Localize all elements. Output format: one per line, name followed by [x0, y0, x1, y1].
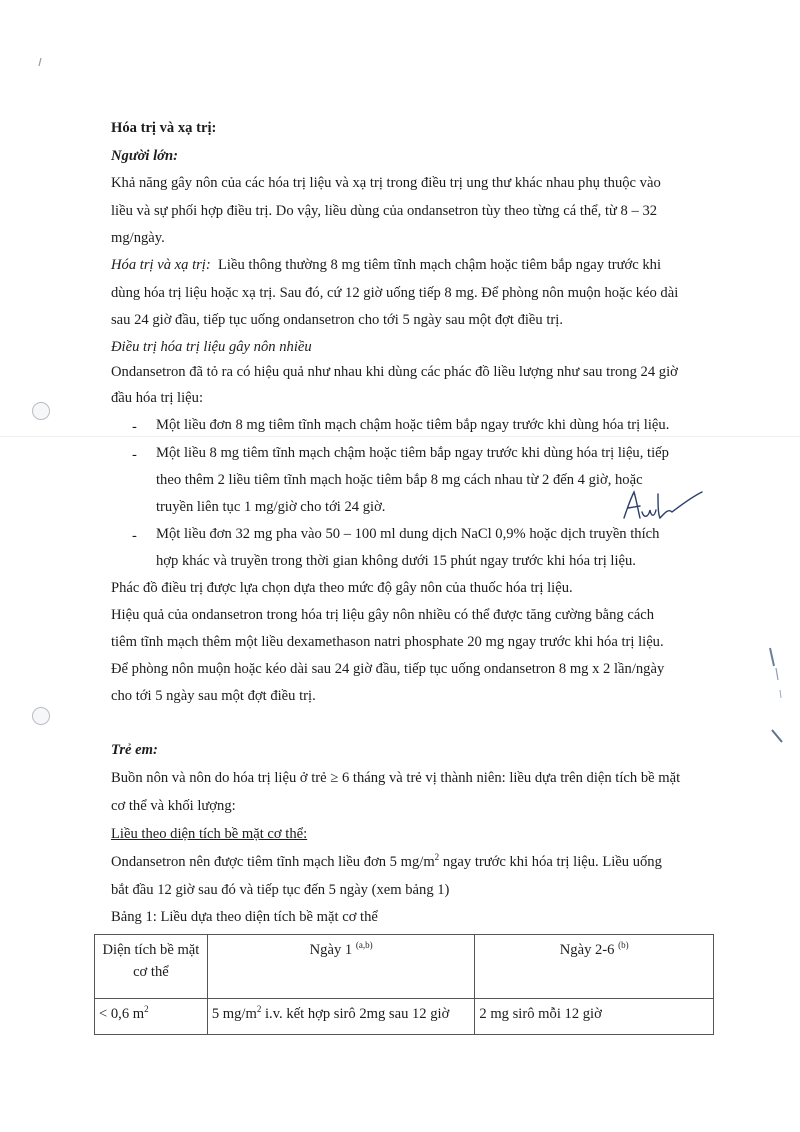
bullet-2-line-2: theo thêm 2 liều tiêm tĩnh mạch hoặc tiêm bắp 8 mg cách nhau từ 2 đến 4 giờ, hoặc — [156, 472, 643, 488]
row1-day2-6: 2 mg sirô mỗi 12 giờ — [475, 999, 714, 1035]
intro-line-2: liều và sự phối hợp điều trị. Do vậy, liều dùng của ondansetron tùy theo từng cá thể, từ 8 – 32 — [111, 203, 658, 219]
row1-day1-post: i.v. kết hợp sirô 2mg sau 12 giờ — [261, 1006, 450, 1022]
header-day1 — [207, 935, 475, 999]
bullet-dash-3: - — [132, 528, 137, 544]
row1-bsa-sup: 2 — [144, 1004, 149, 1015]
after-line-2: Hiệu quả của ondansetron trong hóa trị liệu gây nôn nhiều có thể được tăng cường bằng cách — [111, 607, 655, 623]
section-heading: Hóa trị và xạ trị: — [111, 120, 217, 136]
bsa-line-1-sup: 2 — [434, 852, 440, 863]
bullet-3-line-2: hợp khác và truyền trong thời gian không dưới 15 phút ngay trước khi hóa trị liệu. — [156, 553, 636, 569]
bullet-dash-1: - — [132, 419, 137, 435]
header-day2-6 — [475, 935, 714, 999]
dose-table — [94, 934, 714, 1035]
after-line-1: Phác đồ điều trị được lựa chọn dựa theo mức độ gây nôn của thuốc hóa trị liệu. — [111, 580, 573, 596]
bullet-dash-2: - — [132, 447, 137, 463]
punch-hole-top — [32, 402, 50, 420]
bullet-2-line-3: truyền liên tục 1 mg/giờ cho tới 24 giờ. — [156, 499, 386, 515]
header-day1-sup: (a,b) — [355, 940, 373, 951]
row1-day1-sup: 2 — [256, 1004, 262, 1015]
bullet-2-line-1: Một liều 8 mg tiêm tĩnh mạch chậm hoặc tiêm bắp ngay trước khi dùng hóa trị liệu, tiếp — [156, 445, 669, 461]
header-day2-6-sup: (b) — [618, 940, 629, 951]
punch-hole-bottom — [32, 707, 50, 725]
chemo-radio-line-3: sau 24 giờ đầu, tiếp tục uống ondansetron cho tới 5 ngày sau một đợt điều trị. — [111, 312, 563, 328]
margin-stamp-mark — [764, 640, 788, 750]
table-header-row — [95, 935, 714, 999]
chemo-radio-line-2: dùng hóa trị liệu hoặc xạ trị. Sau đó, cứ 12 giờ uống tiếp 8 mg. Để phòng nôn muộn hoặc kéo dài — [111, 285, 679, 301]
after-line-3: tiêm tĩnh mạch thêm một liều dexamethason natri phosphate 20 mg ngay trước khi hóa trị liệu. — [111, 634, 664, 650]
adults-label: Người lớn: — [111, 148, 178, 164]
bullet-1-line-1: Một liều đơn 8 mg tiêm tĩnh mạch chậm hoặc tiêm bắp ngay trước khi dùng hóa trị liệu. — [156, 417, 670, 433]
bsa-line-2: bắt đầu 12 giờ sau đó và tiếp tục đến 5 ngày (xem bảng 1) — [111, 882, 450, 898]
after-line-4: Để phòng nôn muộn hoặc kéo dài sau 24 giờ đầu, tiếp tục uống ondansetron 8 mg x 2 lần/ngày — [111, 661, 665, 677]
row1-bsa — [95, 999, 208, 1035]
bsa-line-1 — [111, 852, 662, 872]
children-label: Trẻ em: — [111, 742, 158, 758]
bullet-3-line-1: Một liều đơn 32 mg pha vào 50 – 100 ml dung dịch NaCl 0,9% hoặc dịch truyền thích — [156, 526, 660, 542]
after-line-5: cho tới 5 ngày sau một đợt điều trị. — [111, 688, 316, 704]
row1-day1 — [207, 999, 475, 1035]
header-bsa: Diện tích bề mặt cơ thể — [95, 935, 208, 999]
bsa-line-1-pre: Ondansetron nên được tiêm tĩnh mạch liều đơn 5 mg/m — [111, 854, 435, 870]
children-line-1: Buồn nôn và nôn do hóa trị liệu ở trẻ ≥ 6 tháng và trẻ vị thành niên: liều dựa trên diện tích bề mặt — [111, 770, 681, 786]
intro-line-3: mg/ngày. — [111, 230, 165, 246]
scan-speck — [36, 56, 46, 70]
chemo-radio-text: Liều thông thường 8 mg tiêm tĩnh mạch chậm hoặc tiêm bắp ngay trước khi — [218, 257, 662, 273]
chemo-radio-line-1 — [111, 255, 661, 275]
high-emetogenic-line-1: Ondansetron đã tỏ ra có hiệu quả như nhau khi dùng các phác đồ liều lượng như sau trong 24 giờ — [111, 364, 678, 380]
high-emetogenic-label: Điều trị hóa trị liệu gây nôn nhiều — [111, 339, 312, 355]
bsa-line-1-post: ngay trước khi hóa trị liệu. Liều uống — [439, 854, 662, 870]
header-day1-text: Ngày 1 — [309, 942, 353, 958]
chemo-radio-label: Hóa trị và xạ trị: — [111, 257, 211, 273]
table-caption: Bảng 1: Liều dựa theo diện tích bề mặt cơ thể — [111, 909, 378, 925]
children-line-2: cơ thể và khối lượng: — [111, 798, 236, 814]
row1-bsa-text: < 0,6 m — [99, 1006, 145, 1022]
header-day2-6-text: Ngày 2-6 — [559, 942, 615, 958]
fold-line — [0, 436, 800, 437]
row1-day1-pre: 5 mg/m — [211, 1006, 257, 1022]
high-emetogenic-line-2: đầu hóa trị liệu: — [111, 390, 203, 406]
handwritten-signature — [618, 488, 708, 528]
table-row — [95, 999, 714, 1035]
bsa-dose-label: Liều theo diện tích bề mặt cơ thể: — [111, 826, 308, 842]
intro-line-1: Khả năng gây nôn của các hóa trị liệu và xạ trị trong điều trị ung thư khác nhau phụ thuộc vào — [111, 175, 661, 191]
